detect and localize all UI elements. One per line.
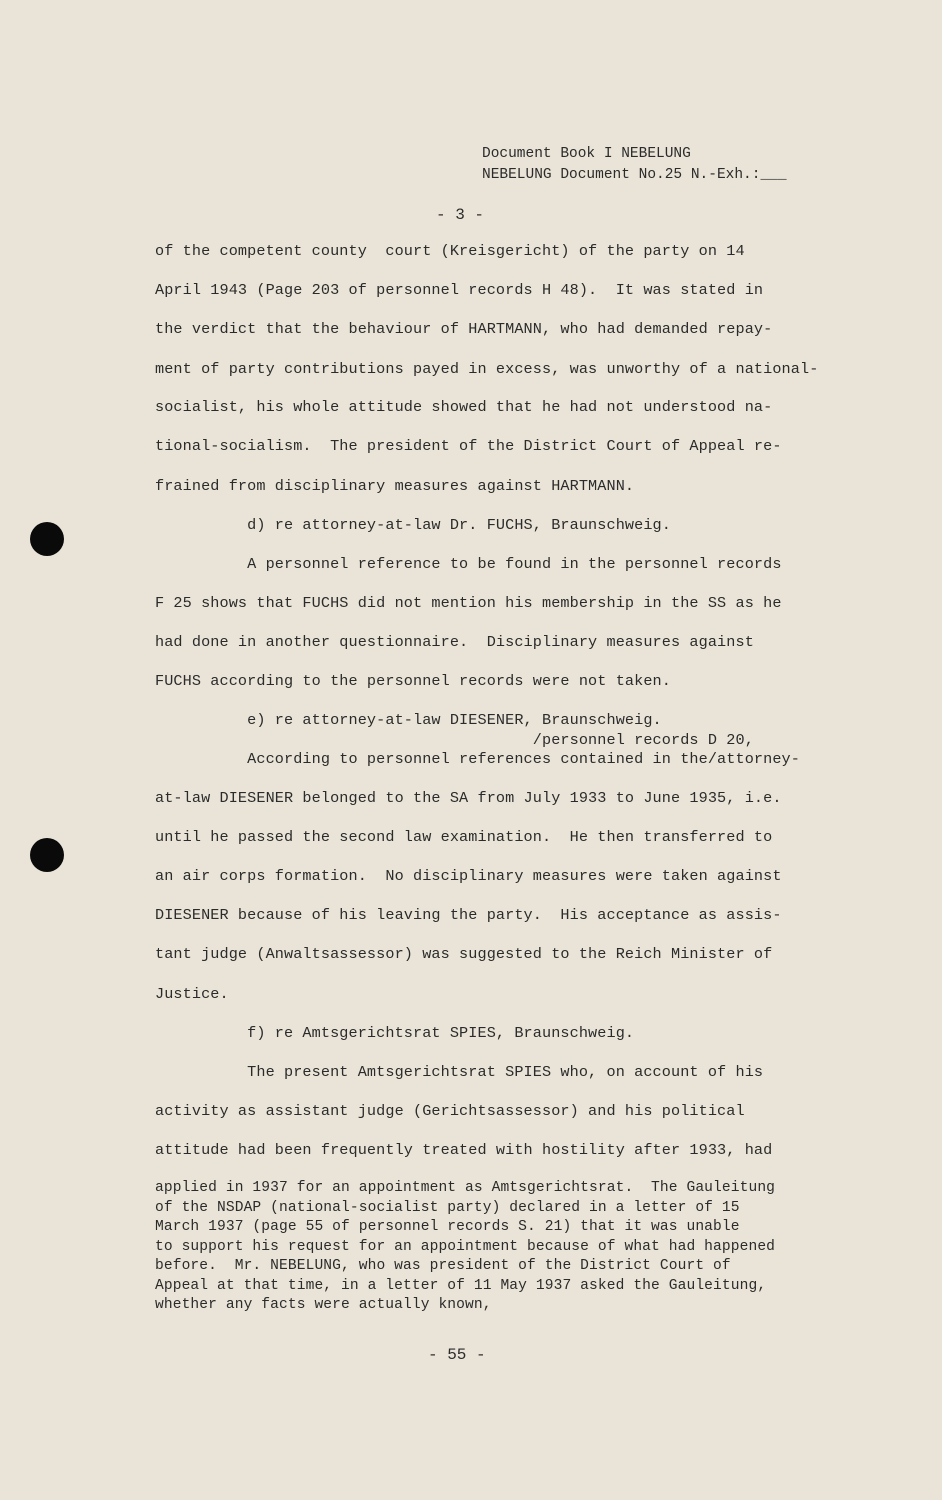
body-line: ment of party contributions payed in excess, was unworthy of a national- — [155, 360, 819, 378]
body-line: of the competent county court (Kreisgericht) of the party on 14 — [155, 242, 745, 260]
body-line: before. Mr. NEBELUNG, who was president of the District Court of — [155, 1258, 731, 1274]
body-line: tant judge (Anwaltsassessor) was suggested to the Reich Minister of — [155, 945, 773, 963]
body-line: frained from disciplinary measures against HARTMANN. — [155, 477, 635, 495]
body-line: April 1943 (Page 203 of personnel records H 48). It was stated in — [155, 281, 764, 299]
body-line: FUCHS according to the personnel records were not taken. — [155, 672, 671, 690]
body-line: A personnel reference to be found in the personnel records — [155, 555, 782, 573]
body-line: Justice. — [155, 985, 229, 1003]
body-line: to support his request for an appointment because of what had happened — [155, 1239, 776, 1255]
body-line: DIESENER because of his leaving the party. His acceptance as assis- — [155, 906, 782, 924]
body-line: had done in another questionnaire. Disciplinary measures against — [155, 633, 754, 651]
body-line: The present Amtsgerichtsrat SPIES who, on account of his — [155, 1063, 764, 1081]
interlinear-insertion: /personnel records D 20, — [155, 731, 754, 749]
section-heading-d: d) re attorney-at-law Dr. FUCHS, Braunschweig. — [155, 516, 671, 534]
body-line: According to personnel references contained in the/attorney- — [155, 750, 800, 768]
body-line: activity as assistant judge (Gerichtsassessor) and his political — [155, 1102, 745, 1120]
body-line: socialist, his whole attitude showed that he had not understood na- — [155, 398, 773, 416]
body-line: an air corps formation. No disciplinary measures were taken against — [155, 867, 782, 885]
body-line: attitude had been frequently treated with hostility after 1933, had — [155, 1141, 773, 1159]
punch-hole — [30, 838, 64, 872]
section-heading-f: f) re Amtsgerichtsrat SPIES, Braunschweig. — [155, 1024, 635, 1042]
body-line: Appeal at that time, in a letter of 11 May 1937 asked the Gauleitung, — [155, 1278, 767, 1294]
body-line: March 1937 (page 55 of personnel records S. 21) that it was unable — [155, 1219, 740, 1235]
body-line: F 25 shows that FUCHS did not mention his membership in the SS as he — [155, 594, 782, 612]
page-number-bottom: - 55 - — [428, 1346, 486, 1364]
body-line: whether any facts were actually known, — [155, 1297, 492, 1313]
body-line: applied in 1937 for an appointment as Amtsgerichtsrat. The Gauleitung — [155, 1180, 776, 1196]
body-line: tional-socialism. The president of the District Court of Appeal re- — [155, 437, 782, 455]
header-document-book: Document Book I NEBELUNG — [482, 146, 691, 162]
page-number-top: - 3 - — [436, 206, 485, 224]
punch-hole — [30, 522, 64, 556]
header-document-number: NEBELUNG Document No.25 N.-Exh.:___ — [482, 167, 787, 183]
body-line: of the NSDAP (national-socialist party) declared in a letter of 15 — [155, 1200, 740, 1216]
section-heading-e: e) re attorney-at-law DIESENER, Braunschweig. — [155, 711, 662, 729]
body-line: at-law DIESENER belonged to the SA from July 1933 to June 1935, i.e. — [155, 789, 782, 807]
body-line: until he passed the second law examination. He then transferred to — [155, 828, 773, 846]
body-line: the verdict that the behaviour of HARTMANN, who had demanded repay- — [155, 320, 773, 338]
